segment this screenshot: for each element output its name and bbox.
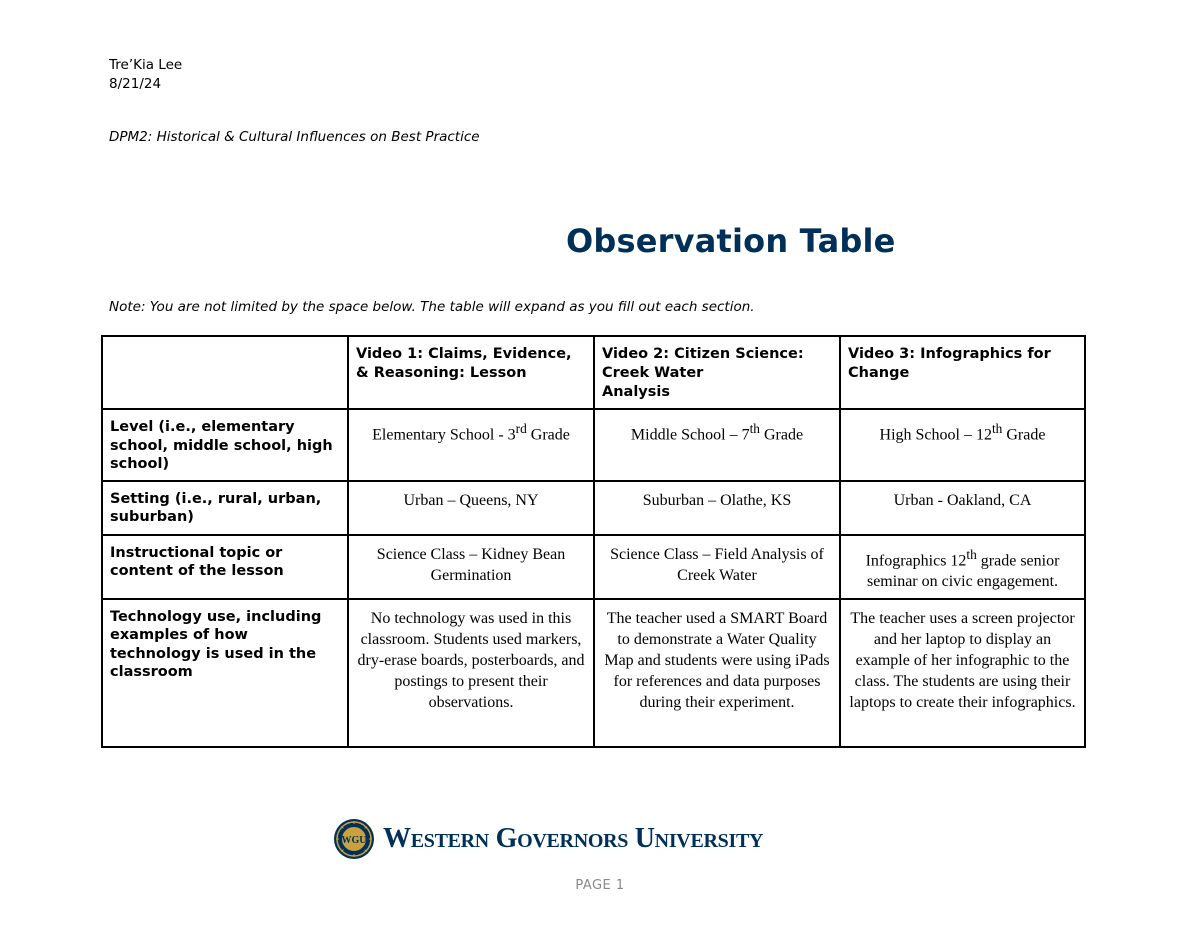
- table-cell: [594, 599, 840, 747]
- cell-text: High School – 12: [879, 426, 992, 444]
- table-cell: [840, 599, 1085, 747]
- page-number: PAGE 1: [575, 878, 625, 893]
- table-row-technology: [102, 599, 1085, 747]
- observation-table: [101, 335, 1086, 748]
- cell-superscript: th: [966, 546, 977, 562]
- cell-text: Elementary School - 3: [372, 426, 516, 444]
- row-label-setting: Setting (i.e., rural, urban, suburban): [102, 481, 348, 535]
- row-label-level: Level (i.e., elementary school, middle school, high school): [102, 409, 348, 481]
- row-label-technology: Technology use, including examples of how technology is used in the classroom: [102, 599, 348, 747]
- table-cell: [840, 481, 1085, 535]
- row-label-topic: Instructional topic or content of the lesson: [102, 535, 348, 599]
- cell-text: The teacher uses a screen projector and her laptop to display an example of her infographic to the class. The students are using their laptops to create their infographics.: [849, 609, 1076, 711]
- cell-superscript: th: [991, 421, 1003, 436]
- table-cell: [594, 535, 840, 599]
- cell-text: grade senior seminar on civic engagement.: [866, 551, 1060, 590]
- wgu-logo: [333, 818, 763, 860]
- table-cell: [348, 481, 594, 535]
- svg-text:WGU: WGU: [341, 835, 367, 846]
- table-header-video-2: Video 2: Citizen Science: Creek Water Analysis: [594, 336, 840, 409]
- author-block: [109, 56, 182, 94]
- table-cell: [348, 535, 594, 599]
- table-row-topic: [102, 535, 1085, 599]
- course-title: DPM2: Historical & Cultural Influences on Best Practice: [109, 129, 480, 145]
- cell-text: Science Class – Field Analysis of Creek Water: [610, 545, 824, 584]
- table-header-row: [102, 336, 1085, 409]
- table-cell: [348, 599, 594, 747]
- table-cell: [594, 481, 840, 535]
- cell-text: No technology was used in this classroom. Students used markers, dry-erase boards, posterboards, and postings to present their observations.: [357, 609, 585, 711]
- cell-text: Grade: [1002, 426, 1046, 444]
- cell-text: Grade: [759, 426, 804, 444]
- table-header-video-1: Video 1: Claims, Evidence, & Reasoning: Lesson: [348, 336, 594, 409]
- note-text: Note: You are not limited by the space below. The table will expand as you fill out each section.: [109, 299, 755, 315]
- cell-text: Middle School – 7: [630, 426, 750, 444]
- table-cell: [840, 409, 1085, 481]
- page-title: Observation Table: [566, 222, 896, 260]
- cell-text: Science Class – Kidney Bean Germination: [376, 545, 566, 584]
- cell-superscript: rd: [515, 421, 527, 436]
- table-header-cell-empty: [102, 336, 348, 409]
- table-header-video-3: Video 3: Infographics for Change: [840, 336, 1085, 409]
- cell-superscript: th: [749, 421, 760, 436]
- table-cell: [594, 409, 840, 481]
- table-cell: [840, 535, 1085, 599]
- wgu-seal-icon: [333, 818, 375, 860]
- cell-text: Grade: [526, 426, 570, 444]
- table-row-level: [102, 409, 1085, 481]
- cell-text: Suburban – Olathe, KS: [642, 491, 792, 509]
- author-name: Tre’Kia Lee: [109, 57, 183, 73]
- wgu-logo-text: Western Governors University: [383, 823, 764, 854]
- table-row-setting: [102, 481, 1085, 535]
- cell-text: Urban - Oakland, CA: [893, 491, 1032, 509]
- author-date: 8/21/24: [109, 76, 162, 92]
- cell-text: The teacher used a SMART Board to demonstrate a Water Quality Map and students were using iPads for references and data purposes during their experiment.: [604, 609, 830, 711]
- cell-text: Urban – Queens, NY: [403, 491, 539, 509]
- cell-text: Infographics 12: [865, 551, 967, 569]
- table-cell: [348, 409, 594, 481]
